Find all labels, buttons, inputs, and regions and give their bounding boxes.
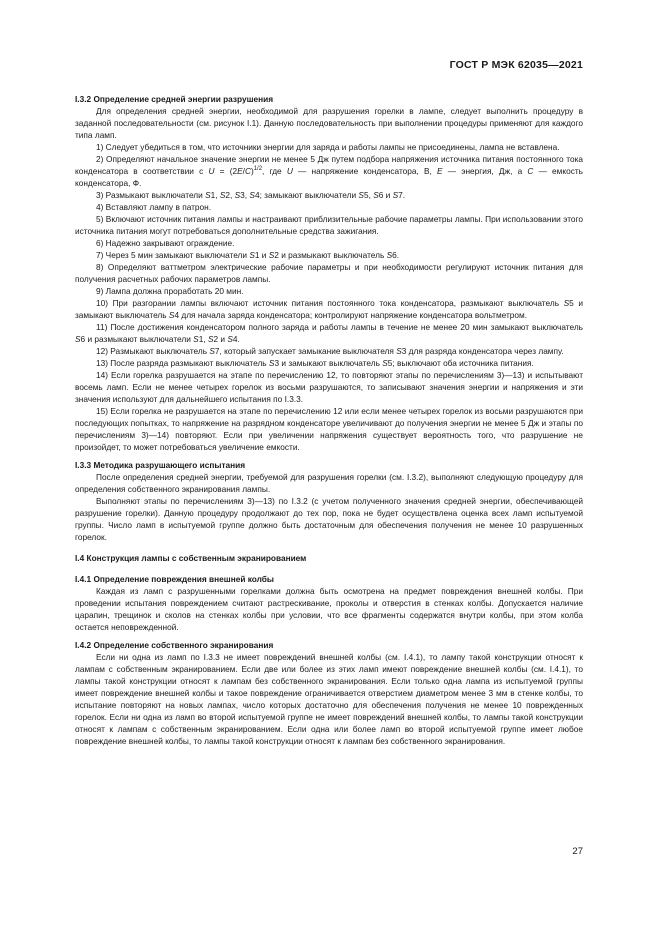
list-item: 2) Определяют начальное значение энергии не менее 5 Дж путем подбора напряжения источника питания постоянного тока конденсатора в соответствии с $U = (2E/C)^{1/2}$, где U — напряжение конденсатора, В, E — энергия, Дж, а C — емкость конденсатора, Ф. — [75, 154, 583, 188]
section-title-i-4-2: I.4.2 Определение собственного экранирования — [75, 640, 274, 650]
section-title-i-3-3: I.3.3 Методика разрушающего испытания — [75, 460, 246, 470]
section-title-i-4-1: I.4.1 Определение повреждения внешней колбы — [75, 574, 275, 584]
paragraph: Для определения средней энергии, необходимой для разрушения горелки в лампе, следует выполнить процедуру в заданной последовательности (см. рисунок I.1). Данную последовательность при выполнении процедуры применяют для каждого типа ламп. — [75, 106, 583, 140]
list-item: 11) После достижения конденсатором полного заряда и работы лампы в течение не менее 20 мин замыкают выключатель S6 и размыкают выключатели S1, S2 и S4. — [75, 322, 583, 344]
list-item: 9) Лампа должна проработать 20 мин. — [96, 286, 244, 296]
section-title-i-4: I.4 Конструкция лампы с собственным экранированием — [75, 553, 307, 563]
list-item: 10) При разгорании лампы включают источник питания постоянного тока конденсатора, размыкают выключатель S5 и замыкают выключатель S4 для начала заряда конденсатора; контролируют напряжение конденсатора вольтметром. — [75, 298, 583, 320]
list-item: 4) Вставляют лампу в патрон. — [96, 202, 212, 212]
paragraph: После определения средней энергии, требуемой для разрушения горелки (см. I.3.2), выполняют следующую процедуру для определения собственного экранирования лампы. — [75, 472, 583, 494]
list-item: 6) Надежно закрывают ограждение. — [96, 238, 235, 248]
list-item: 14) Если горелка разрушается на этапе по перечислению 12, то повторяют этапы по перечислениям 3)—13) и испытывают восемь ламп. Если не менее четырех горелок из восьми разрушаются, то записывают значения энергии и напряжения и эти значения используют для дальнейшего испытания по I.3.3. — [75, 370, 583, 404]
paragraph: Если ни одна из ламп по I.3.3 не имеет повреждений внешней колбы (см. I.4.1), то лампу такой конструкции относят к лампам с собственным экранированием. Если две или более из этих ламп имеют повреждение внешней колбы (см. I.4.1), то лампы такой конструкции относят к лампам без собственного экранирования. Если только одна лампа из испытуемой группы имеет повреждение внешней колбы и такое повреждение ограничивается отверстием диаметром менее 3 мм в стенке колбы, то испытание повторяют на новых лампах, число которых достаточно для обеспечения получения не менее 10 поврежденных горелок. Если ни одна из ламп во второй испытуемой группе не имеет повреждений внешней колбы, то лампы такой конструкции относят к лампам с собственным экранированием. Если одна или более ламп во второй испытуемой группе имеет любое повреждение внешней колбы, то лампы такой конструкции относят к лампам без собственного экранирования. — [75, 652, 583, 746]
list-item: 5) Включают источник питания лампы и настраивают приблизительные рабочие параметры лампы. При использовании этого источника питания могут потребоваться дополнительные средства зажигания. — [75, 214, 583, 236]
document-header-standard: ГОСТ Р МЭК 62035—2021 — [449, 59, 583, 71]
list-item: 12) Размыкают выключатель S7, который запускает замыкание выключателя S3 для разряда конденсатора через лампу. — [96, 346, 564, 356]
page-number: 27 — [572, 846, 583, 857]
list-item: 13) После разряда размыкают выключатель S3 и замыкают выключатель S5; выключают оба источника питания. — [96, 358, 534, 368]
paragraph: Выполняют этапы по перечислениям 3)—13) по I.3.2 (с учетом полученного значения средней энергии, обеспечивающей разрушение горелки). Данную процедуру продолжают до тех пор, пока не будет осуществлена оценка всех ламп испытуемой группы. Число ламп в испытуемой группе должно быть достаточным для обеспечения получения не менее 10 разрушенных горелок. — [75, 496, 583, 542]
document-body — [75, 93, 583, 747]
list-item: 3) Размыкают выключатели S1, S2, S3, S4; замыкают выключатели S5, S6 и S7. — [96, 190, 406, 200]
list-item: 8) Определяют ваттметром электрические рабочие параметры и при необходимости регулируют источник питания для получения расчетных рабочих параметров лампы. — [75, 262, 583, 284]
list-item: 15) Если горелка не разрушается на этапе по перечислению 12 или если менее четырех горелок из восьми разрушаются при последующих попытках, то напряжение на разрядном конденсаторе увеличивают до получения энергии не менее 5 Дж и этапы по перечислениям 3)—14) повторяют. Если при увеличении напряжения существует вероятность того, что разрушение не произойдет, то может потребоваться увеличение емкости. — [75, 406, 583, 452]
paragraph: Каждая из ламп с разрушенными горелками должна быть осмотрена на предмет повреждения внешней колбы. При проведении испытания повреждением считают растрескивание, проколы и отверстия в стенках колбы. Допускается наличие царапин, трещинок и сколов на стенках колбы при условии, что все фрагменты содержатся внутри колбы, при этом колба остается неповрежденной. — [75, 586, 583, 632]
list-item: 7) Через 5 мин замыкают выключатели S1 и S2 и размыкают выключатель S6. — [96, 250, 400, 260]
section-title-i-3-2: I.3.2 Определение средней энергии разрушения — [75, 94, 274, 104]
list-item: 1) Следует убедиться в том, что источники энергии для заряда и работы лампы не присоединены, лампа не вставлена. — [96, 142, 560, 152]
